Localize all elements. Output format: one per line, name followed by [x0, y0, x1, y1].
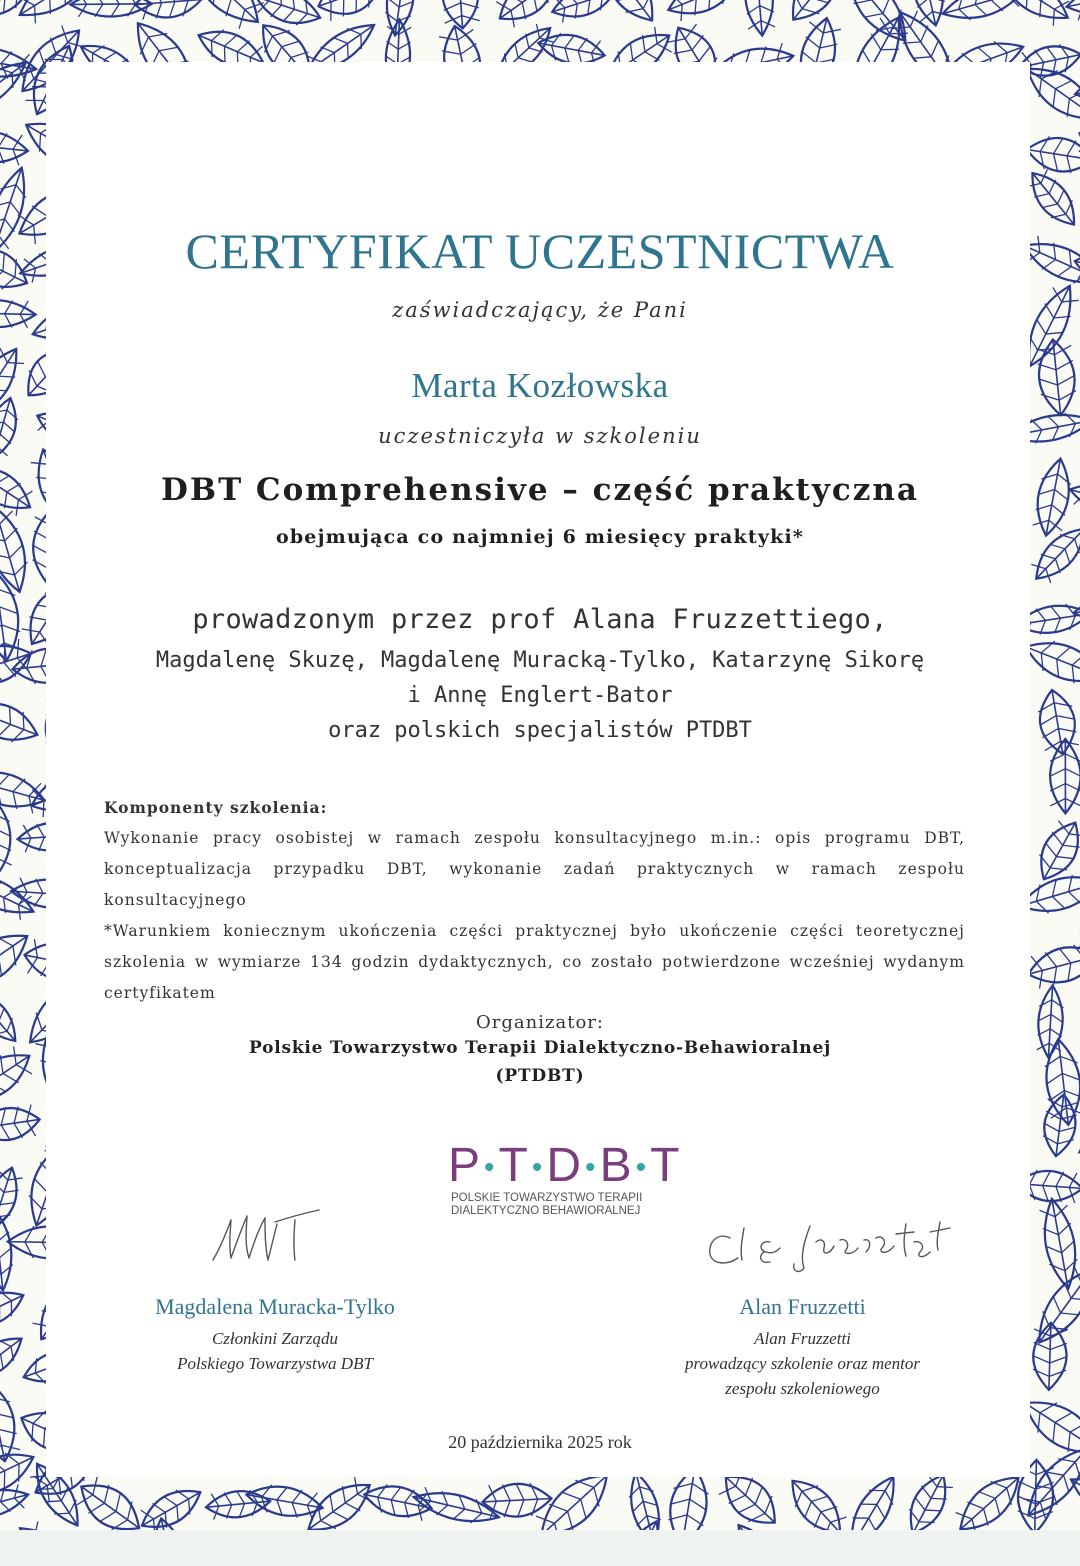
logo-subtitle-line-1: POLSKIE TOWARZYSTWO TERAPII [451, 1192, 643, 1205]
signer-right-name: Alan Fruzzetti [739, 1294, 866, 1319]
signer-left-role-1: Członkini Zarządu [211, 1329, 339, 1348]
signer-right-role-2: prowadzący szkolenie oraz mentor [685, 1354, 920, 1373]
logo-dot: • [484, 1151, 497, 1185]
border-leaf [482, 1482, 552, 1518]
logo-dot: • [635, 1151, 649, 1185]
components-heading: Komponenty szkolenia: [104, 798, 328, 817]
border-leaf [135, 1480, 207, 1530]
border-leaf [840, 1470, 905, 1530]
border-leaf [0, 864, 39, 923]
border-leaf [205, 1488, 272, 1520]
border-leaf [0, 800, 12, 874]
led-by-line-2: Magdalenę Skuzę, Magdalenę Muracką-Tylko, Katarzynę Sikorę [155, 648, 925, 673]
signer-right-role-1: Alan Fruzzetti [754, 1329, 851, 1348]
border-leaf [900, 1468, 956, 1530]
border-leaf [939, 0, 1027, 27]
course-subtitle: obejmująca co najmniej 6 miesięcy praktyki* [275, 526, 805, 548]
logo-letter: P [448, 1139, 483, 1192]
ptdbt-logo [448, 1139, 682, 1218]
led-by-line-4: oraz polskich specjalistów PTDBT [328, 718, 752, 743]
participation-text: uczestniczyła w szkoleniu [378, 424, 702, 448]
border-leaf [781, 1470, 851, 1530]
logo-letter: T [650, 1139, 682, 1192]
course-title: DBT Comprehensive – część praktyczna [160, 472, 919, 508]
signer-right-role-3: zespołu szkoleniowego [725, 1379, 880, 1398]
signer-left-role-2: Polskiego Towarzystwa DBT [177, 1354, 373, 1373]
logo-letters [448, 1139, 682, 1194]
signer-left-block [130, 1294, 420, 1376]
organizer-abbr: (PTDBT) [495, 1066, 585, 1086]
border-leaf [1050, 739, 1080, 814]
border-leaf [484, 1529, 551, 1530]
logo-dot: • [531, 1151, 545, 1185]
signature-right [700, 1212, 960, 1282]
border-leaf [0, 1207, 15, 1292]
border-leaf [663, 0, 744, 24]
border-leaf [0, 1283, 29, 1336]
logo-letter: T [498, 1139, 530, 1192]
border-leaf [729, 1517, 794, 1530]
border-leaf [1063, 1467, 1080, 1530]
border-leaf [0, 128, 30, 166]
participant-name: Marta Kozłowska [411, 366, 669, 405]
led-by-line-1: prowadzonym przez prof Alana Fruzzettiego, [192, 604, 888, 635]
border-leaf [0, 921, 37, 1000]
border-leaf [441, 0, 481, 30]
border-leaf [9, 1515, 100, 1530]
border-leaf [1032, 1322, 1067, 1390]
logo-subtitle-line-2: DIALEKTYCZNO BEHAWIORALNEJ [451, 1205, 641, 1218]
border-leaf [993, 0, 1076, 30]
border-leaf [548, 0, 619, 25]
border-leaf [299, 1473, 378, 1530]
border-leaf [71, 1472, 149, 1530]
logo-letter: B [599, 1139, 634, 1192]
organizer-name: Polskie Towarzystwo Terapii Dialektyczno-Behawioralnej [248, 1038, 832, 1058]
border-leaf [780, 0, 850, 30]
training-components [104, 792, 965, 1009]
signer-right-block [655, 1294, 950, 1401]
border-leaf [624, 1469, 667, 1530]
border-leaf [0, 1104, 42, 1145]
certificate-title: CERTYFIKAT UCZESTNICTWA [185, 223, 895, 279]
border-leaf [1024, 133, 1080, 176]
border-leaf [312, 0, 387, 23]
certificate-intro: zaświadczający, że Pani [392, 298, 688, 322]
border-leaf [742, 0, 775, 37]
logo-subtitle [448, 1192, 648, 1218]
logo-letter: D [546, 1139, 584, 1192]
border-leaf [491, 0, 565, 31]
components-body: Wykonanie pracy osobistej w ramach zespołu konsultacyjnego m.in.: opis programu DBT, konceptualizacja przypadku DBT, wykonanie zadań praktycznych w ramach zespołu konsultacyjnego [104, 829, 965, 909]
led-by-line-3: i Annę Englert-Bator [407, 683, 673, 708]
signer-left-name: Magdalena Muracka-Tylko [155, 1294, 395, 1319]
border-leaf [180, 0, 270, 35]
border-leaf [1024, 939, 1080, 990]
border-leaf [1041, 1093, 1080, 1159]
certificate-date: 20 października 2025 rok [448, 1432, 632, 1452]
border-leaf [0, 1328, 29, 1388]
border-leaf [0, 0, 34, 24]
organizer-label: Organizator: [476, 1012, 604, 1033]
components-note: *Warunkiem koniecznym ukończenia części praktycznej było ukończenie części teoretycznej szkolenia w wymiarze 134 godzin dydaktycznych, co zostało potwierdzone wcześniej wydanym certyfikatem [104, 922, 965, 1002]
signature-left [205, 1200, 335, 1275]
logo-dot: • [585, 1151, 598, 1185]
